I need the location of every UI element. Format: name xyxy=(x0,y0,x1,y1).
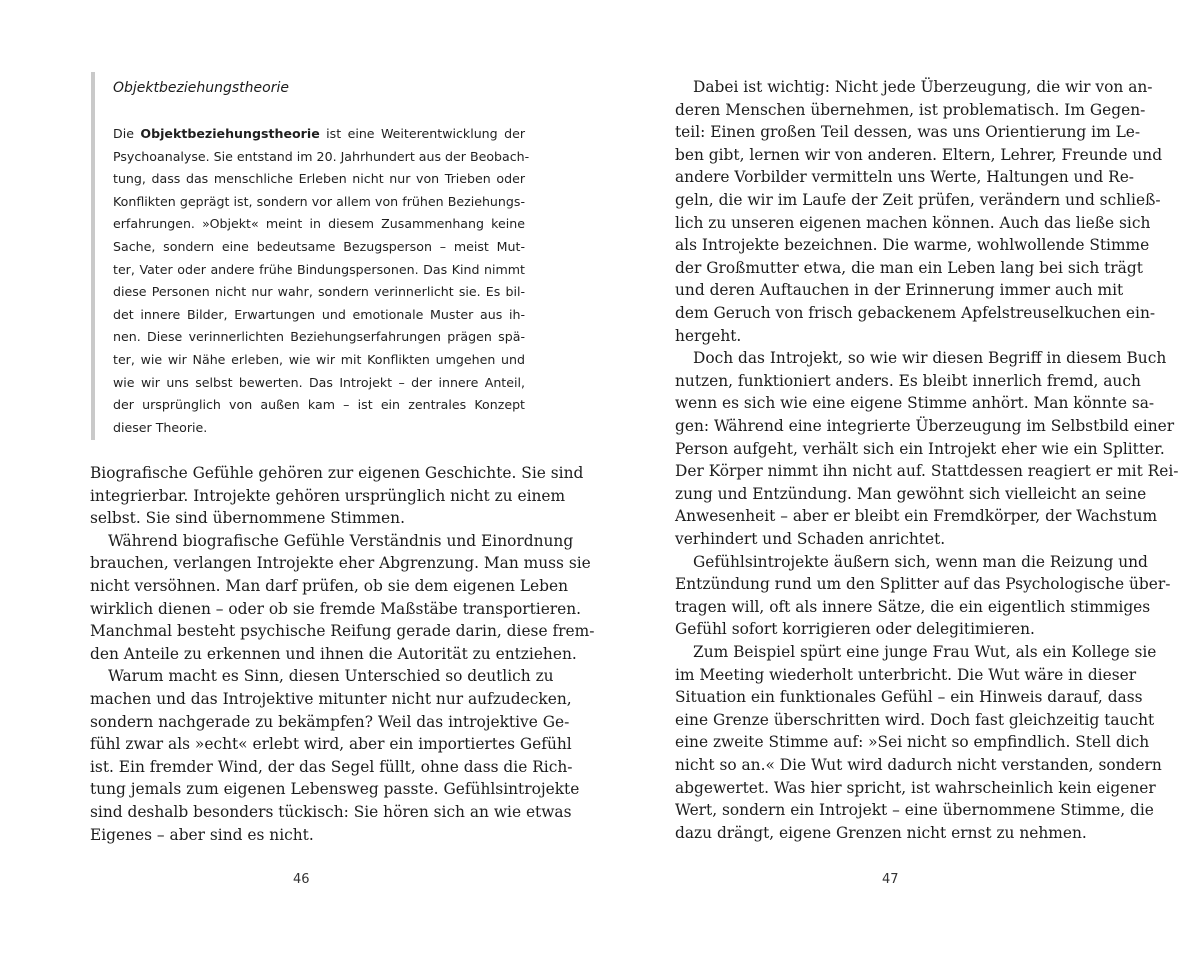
text-line: brauchen, verlangen Introjekte eher Abgrenzung. Man muss sie xyxy=(90,554,591,573)
text-line: der ursprünglich von außen kam – ist ein zentrales Konzept xyxy=(113,397,525,413)
text-line: Eigenes – aber sind es nicht. xyxy=(90,825,314,844)
text-line: nicht versöhnen. Man darf prüfen, ob sie dem eigenen Leben xyxy=(90,577,569,595)
text-line: Zum Beispiel spürt eine junge Frau Wut, als ein Kollege sie xyxy=(693,643,1157,661)
text-line: teil: Einen großen Teil dessen, was uns Orientierung im Le- xyxy=(675,123,1141,142)
text-line: Während biografische Gefühle Verständnis und Einordnung xyxy=(108,531,574,550)
text-line: zung und Entzündung. Man gewöhnt sich vielleicht an seine xyxy=(675,484,1147,503)
page-number-right: 47 xyxy=(882,872,899,887)
text-line: Gefühlsintrojekte äußern sich, wenn man die Reizung und xyxy=(693,552,1148,571)
text-line: det innere Bilder, Erwartungen und emotionale Muster aus ih- xyxy=(113,306,525,322)
text-line: selbst. Sie sind übernommene Stimmen. xyxy=(90,509,405,528)
text-line: tung, dass das menschliche Erleben nicht nur von Trieben oder xyxy=(113,171,525,187)
bold-term: Objektbeziehungstheorie xyxy=(140,126,320,141)
text-line: Doch das Introjekt, so wie wir diesen Begriff in diesem Buch xyxy=(693,349,1167,368)
text-line: Entzündung rund um den Splitter auf das Psychologische über- xyxy=(675,575,1171,594)
text-line: wirklich dienen – oder ob sie fremde Maßstäbe transportieren. xyxy=(90,599,582,618)
text-line: im Meeting wiederholt unterbricht. Die Wut wäre in dieser xyxy=(675,665,1137,684)
info-box-title: Objektbeziehungstheorie xyxy=(113,80,289,96)
text-line: geln, die wir im Laufe der Zeit prüfen, verändern und schließ- xyxy=(675,191,1161,209)
text-line: Konflikten geprägt ist, sondern vor allem von frühen Beziehungs- xyxy=(113,193,525,209)
text-line: erfahrungen. »Objekt« meint in diesem Zusammenhang keine xyxy=(113,216,525,232)
text-line: wie wir uns selbst bewerten. Das Introjekt – der innere Anteil, xyxy=(113,374,525,390)
text-line: Anwesenheit – aber er bleibt ein Fremdkörper, der Wachstum xyxy=(675,507,1158,526)
text-line: dem Geruch von frisch gebackenem Apfelstreuselkuchen ein- xyxy=(675,304,1156,322)
text-line: nicht so an.« Die Wut wird dadurch nicht verstanden, sondern xyxy=(675,756,1162,774)
text-line: ist. Ein fremder Wind, der das Segel füllt, ohne dass die Rich- xyxy=(90,757,573,776)
text-line: Wert, sondern ein Introjekt – eine übernommene Stimme, die xyxy=(675,801,1154,820)
text-line: Sache, sondern eine bedeutsame Bezugsperson – meist Mut- xyxy=(113,239,525,254)
text-line: diese Personen nicht nur wahr, sondern verinnerlicht sie. Es bil- xyxy=(113,284,525,300)
text-line: abgewertet. Was hier spricht, ist wahrscheinlich kein eigener xyxy=(675,778,1156,797)
text-line: nen. Diese verinnerlichten Beziehungserfahrungen prägen spä- xyxy=(113,329,525,345)
text-line: lich zu unseren eigenen machen können. Auch das ließe sich xyxy=(675,213,1151,232)
text-line: Der Körper nimmt ihn nicht auf. Stattdessen reagiert er mit Rei- xyxy=(675,462,1179,481)
text-line: eine Grenze überschritten wird. Doch fast gleichzeitig taucht xyxy=(675,710,1155,729)
text-line: nutzen, funktioniert anders. Es bleibt innerlich fremd, auch xyxy=(675,371,1141,390)
text-line: machen und das Introjektive mitunter nicht nur aufzudecken, xyxy=(90,690,572,708)
text-line: deren Menschen übernehmen, ist problematisch. Im Gegen- xyxy=(675,100,1146,119)
text-line: Psychoanalyse. Sie entstand im 20. Jahrhundert aus der Beobach- xyxy=(113,148,530,164)
text-line: verhindert und Schaden anrichtet. xyxy=(675,530,946,548)
text-line: ben gibt, lernen wir von anderen. Eltern, Lehrer, Freunde und xyxy=(675,145,1163,164)
text-line: dazu drängt, eigene Grenzen nicht ernst zu nehmen. xyxy=(675,823,1087,842)
text-line: Person aufgeht, verhält sich ein Introjekt eher wie ein Splitter. xyxy=(675,439,1165,458)
text-line: integrierbar. Introjekte gehören ursprünglich nicht zu einem xyxy=(90,486,566,505)
text-line: tragen will, oft als innere Sätze, die ein eigentlich stimmiges xyxy=(675,597,1151,616)
text-line: andere Vorbilder vermitteln uns Werte, Haltungen und Re- xyxy=(675,168,1134,187)
text-line: dieser Theorie. xyxy=(113,419,208,435)
text-line: Gefühl sofort korrigieren oder delegitimieren. xyxy=(675,620,1035,639)
text-line: Warum macht es Sinn, diesen Unterschied so deutlich zu xyxy=(108,667,554,686)
text-line: wenn es sich wie eine eigene Stimme anhört. Man könnte sa- xyxy=(675,394,1155,413)
text-line: sondern nachgerade zu bekämpfen? Weil das introjektive Ge- xyxy=(90,712,570,731)
text-line: und deren Auftauchen in der Erinnerung immer auch mit xyxy=(675,281,1124,300)
text-line: den Anteile zu erkennen und ihnen die Autorität zu entziehen. xyxy=(90,644,577,663)
text-line: gen: Während eine integrierte Überzeugung im Selbstbild einer xyxy=(675,417,1175,435)
text-line: Die Objektbeziehungstheorie ist eine Weiterentwicklung der xyxy=(113,126,525,141)
page-number-left: 46 xyxy=(293,872,310,887)
text-line: eine zweite Stimme auf: »Sei nicht so empfindlich. Stell dich xyxy=(675,733,1150,752)
text-line: fühl zwar als »echt« erlebt wird, aber ein importiertes Gefühl xyxy=(90,735,572,754)
text-line: Dabei ist wichtig: Nicht jede Überzeugung, die wir von an- xyxy=(693,78,1153,96)
text-line: Situation ein funktionales Gefühl – ein Hinweis darauf, dass xyxy=(675,688,1143,707)
text-line: der Großmutter etwa, die man ein Leben lang bei sich trägt xyxy=(675,258,1143,277)
text-line: ter, wie wir Nähe erleben, wie wir mit Konflikten umgehen und xyxy=(113,352,525,367)
text-line: ter, Vater oder andere frühe Bindungspersonen. Das Kind nimmt xyxy=(113,261,525,277)
text-line: als Introjekte bezeichnen. Die warme, wohlwollende Stimme xyxy=(675,236,1150,255)
text-line: hergeht. xyxy=(675,326,742,345)
text-line: Biografische Gefühle gehören zur eigenen Geschichte. Sie sind xyxy=(90,464,584,482)
text-line: Manchmal besteht psychische Reifung gerade darin, diese frem- xyxy=(90,622,595,641)
text-line: tung jemals zum eigenen Lebensweg passte. Gefühlsintrojekte xyxy=(90,780,580,799)
text-line: sind deshalb besonders tückisch: Sie hören sich an wie etwas xyxy=(90,803,572,821)
